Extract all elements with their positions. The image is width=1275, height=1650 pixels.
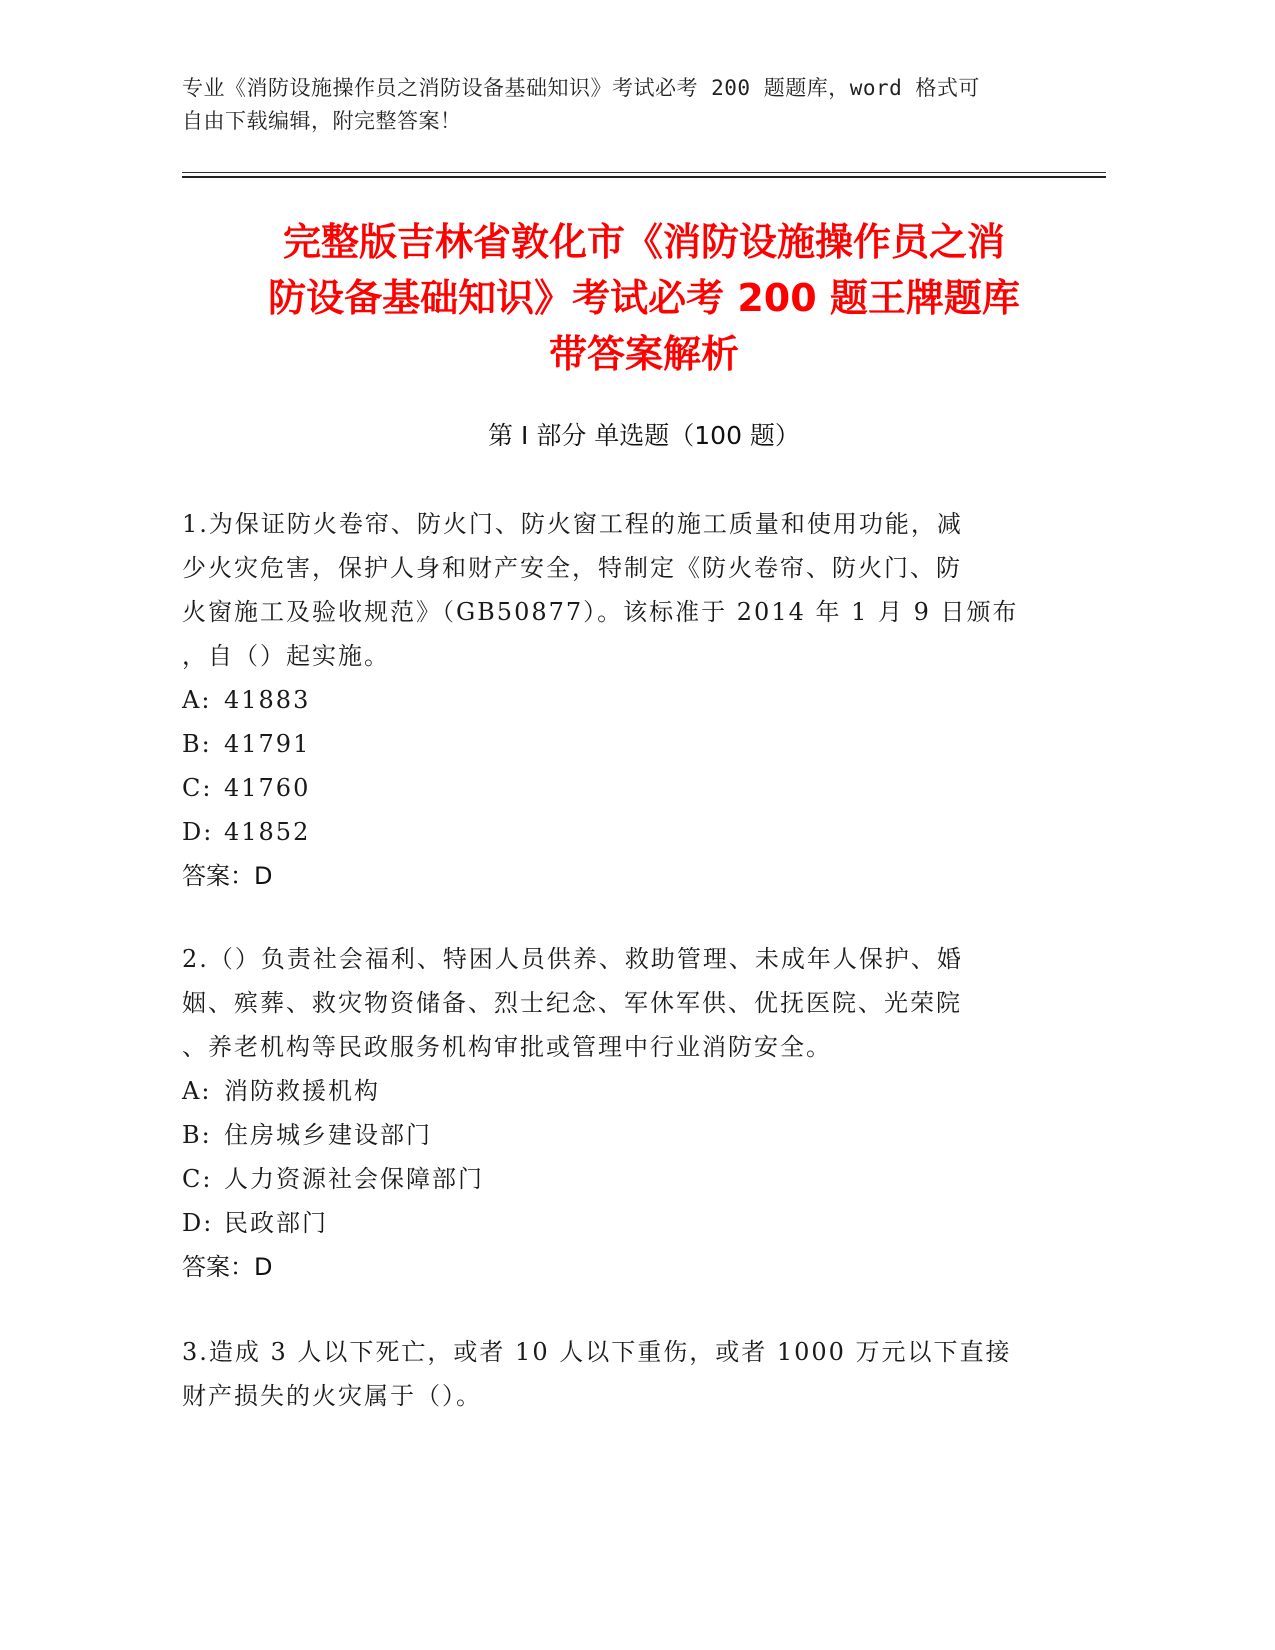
option-c xyxy=(182,766,1032,810)
option-key: D: xyxy=(182,818,214,846)
document-title-line: 带答案解析 xyxy=(548,332,739,376)
option-text: 41760 xyxy=(224,774,311,802)
option-key: B: xyxy=(182,730,212,758)
option-key: D: xyxy=(182,1209,214,1237)
question-item xyxy=(182,1330,1032,1418)
question-line: 少火灾危害，保护人身和财产安全，特制定《防火卷帘、防火门、防 xyxy=(182,554,962,582)
question-text xyxy=(182,937,1032,1069)
question-line: 1.为保证防火卷帘、防火门、防火窗工程的施工质量和使用功能，减 xyxy=(182,510,963,538)
option-b xyxy=(182,1113,1032,1157)
option-key: A: xyxy=(182,1077,212,1105)
header-note-line: 专业《消防设施操作员之消防设备基础知识》考试必考 200 题题库，word 格式可 xyxy=(182,76,980,100)
option-text: 41883 xyxy=(224,686,311,714)
question-line: 2.（）负责社会福利、特困人员供养、救助管理、未成年人保护、婚 xyxy=(182,945,963,973)
document-title-line: 完整版吉林省敦化市《消防设施操作员之消 xyxy=(282,220,1005,264)
header-divider-thick xyxy=(182,176,1106,178)
option-key: C: xyxy=(182,774,213,802)
option-c xyxy=(182,1157,1032,1201)
question-line: 姻、殡葬、救灾物资储备、烈士纪念、军休军供、优抚医院、光荣院 xyxy=(182,989,962,1017)
header-note-line: 自由下载编辑，附完整答案！ xyxy=(182,109,462,133)
header-note xyxy=(182,72,1042,138)
option-text: 人力资源社会保障部门 xyxy=(224,1165,484,1193)
document-title-line: 防设备基础知识》考试必考 200 题王牌题库 xyxy=(268,276,1020,320)
option-b xyxy=(182,722,1032,766)
section-title: 第 I 部分 单选题（100 题） xyxy=(488,421,800,450)
question-line: ，自（）起实施。 xyxy=(182,642,390,670)
option-text: 住房城乡建设部门 xyxy=(224,1121,432,1149)
option-key: C: xyxy=(182,1165,213,1193)
question-line: 火窗施工及验收规范》（GB50877）。该标准于 2014 年 1 月 9 日颁布 xyxy=(182,598,1019,626)
option-d xyxy=(182,1201,1032,1245)
option-d xyxy=(182,810,1032,854)
answer-line: 答案：D xyxy=(182,1253,273,1281)
option-text: 41852 xyxy=(224,818,311,846)
option-text: 消防救援机构 xyxy=(224,1077,380,1105)
question-text xyxy=(182,1330,1032,1418)
option-a xyxy=(182,678,1032,722)
option-text: 民政部门 xyxy=(224,1209,328,1237)
question-line: 、养老机构等民政服务机构审批或管理中行业消防安全。 xyxy=(182,1033,832,1061)
option-text: 41791 xyxy=(224,730,311,758)
question-line: 财产损失的火灾属于（）。 xyxy=(182,1382,482,1410)
header-divider-thin xyxy=(182,172,1106,173)
document-title xyxy=(182,214,1106,382)
question-item xyxy=(182,937,1032,1289)
question-line: 3.造成 3 人以下死亡，或者 10 人以下重伤，或者 1000 万元以下直接 xyxy=(182,1338,1012,1366)
option-key: B: xyxy=(182,1121,212,1149)
answer-line: 答案：D xyxy=(182,862,273,890)
question-text xyxy=(182,502,1032,678)
option-a xyxy=(182,1069,1032,1113)
option-key: A: xyxy=(182,686,212,714)
question-item xyxy=(182,502,1032,898)
